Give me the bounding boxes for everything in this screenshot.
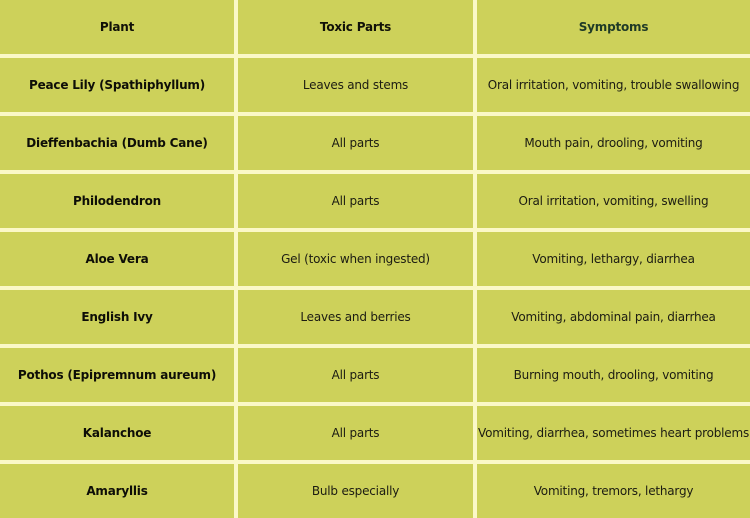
row-5-plant: English Ivy [0, 290, 234, 344]
row-8-symptoms: Vomiting, tremors, lethargy [477, 464, 750, 518]
row-4-toxic-parts: Gel (toxic when ingested) [238, 232, 473, 286]
row-4-plant: Aloe Vera [0, 232, 234, 286]
header-plant: Plant [0, 0, 234, 54]
row-7-plant: Kalanchoe [0, 406, 234, 460]
row-6-toxic-parts: All parts [238, 348, 473, 402]
header-symptoms: Symptoms [477, 0, 750, 54]
row-7-symptoms: Vomiting, diarrhea, sometimes heart problems [477, 406, 750, 460]
row-6-symptoms: Burning mouth, drooling, vomiting [477, 348, 750, 402]
row-1-symptoms: Oral irritation, vomiting, trouble swallowing [477, 58, 750, 112]
row-1-plant: Peace Lily (Spathiphyllum) [0, 58, 234, 112]
row-3-plant: Philodendron [0, 174, 234, 228]
row-4-symptoms: Vomiting, lethargy, diarrhea [477, 232, 750, 286]
row-2-plant: Dieffenbachia (Dumb Cane) [0, 116, 234, 170]
header-toxic-parts: Toxic Parts [238, 0, 473, 54]
row-5-toxic-parts: Leaves and berries [238, 290, 473, 344]
row-3-toxic-parts: All parts [238, 174, 473, 228]
row-5-symptoms: Vomiting, abdominal pain, diarrhea [477, 290, 750, 344]
row-2-toxic-parts: All parts [238, 116, 473, 170]
row-7-toxic-parts: All parts [238, 406, 473, 460]
row-8-plant: Amaryllis [0, 464, 234, 518]
row-6-plant: Pothos (Epipremnum aureum) [0, 348, 234, 402]
row-2-symptoms: Mouth pain, drooling, vomiting [477, 116, 750, 170]
row-3-symptoms: Oral irritation, vomiting, swelling [477, 174, 750, 228]
row-8-toxic-parts: Bulb especially [238, 464, 473, 518]
row-1-toxic-parts: Leaves and stems [238, 58, 473, 112]
